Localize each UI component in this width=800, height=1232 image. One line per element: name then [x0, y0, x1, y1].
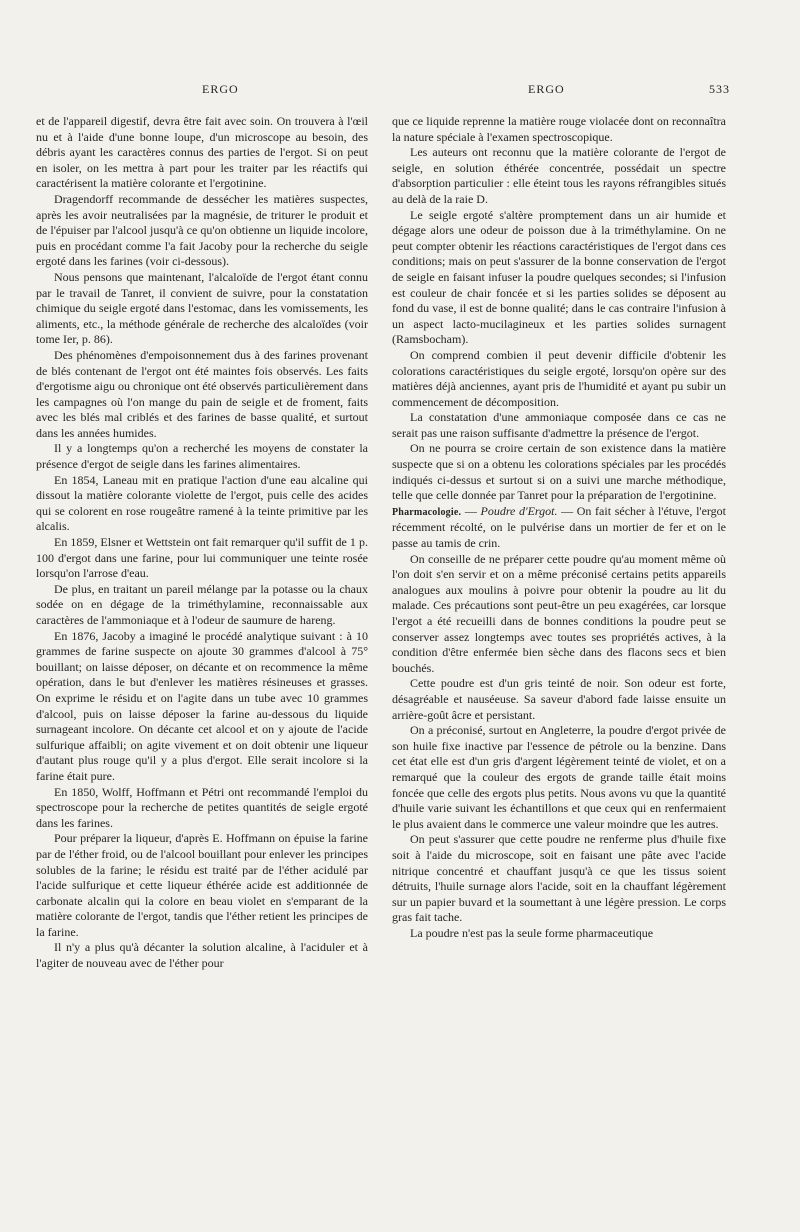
paragraph: Cette poudre est d'un gris teinté de noir. Son odeur est forte, désagréable et nauséeuse. Sa saveur d'abord fade laisse ensuite un arrière-goût âcre et persistant. [392, 676, 726, 722]
section-heading: Pharmacologie. [392, 506, 462, 518]
paragraph: Le seigle ergoté s'altère promptement dans un air humide et dégage alors une odeur de poisson due à la triméthylamine. On ne peut compter obtenir les réactions caractéristiques de l'ergot dans ces conditions; mais on peut s'assurer de la bonne conservation de l'ergot de seigle en faisant infuser la poudre quelques secondes; si l'infusion est couleur de chair foncée et si les parties solides se déposent au fond du vase, il est de bonne qualité; dans le cas contraire l'infusion à un aspect lacto-mucilagineux et les parties solides surnagent (Ramsbocham). [392, 207, 726, 347]
paragraph: Des phénomènes d'empoisonnement dus à des farines provenant de blés contenant de l'ergot ont été maintes fois observés. Les faits d'ergotisme aigu ou chronique ont été observés particulièrement dans les campagnes où l'on mange du pain de seigle et de froment, faits avec les blés mal criblés et des farines de basse qualité, et surtout dans les années humides. [36, 347, 368, 440]
paragraph: Il n'y a plus qu'à décanter la solution alcaline, à l'aciduler et à l'agiter de nouveau avec de l'éther pour [36, 940, 368, 971]
paragraph: En 1859, Elsner et Wettstein ont fait remarquer qu'il suffit de 1 p. 100 d'ergot dans une farine, pour lui communiquer une teinte rosée lorsqu'on l'arrose d'eau. [36, 535, 368, 581]
page-number: 533 [709, 82, 730, 96]
subsection-title: Poudre d'Ergot. [480, 503, 558, 518]
paragraph: En 1876, Jacoby a imaginé le procédé analytique suivant : à 10 grammes de farine suspecte on ajoute 30 grammes d'alcool à 75° bouillant; on laisse déposer, on décante et on recommence la même opération, dans le but d'enlever les matières résineuses et grasses. On exprime le résidu et on l'agite dans un tube avec 10 grammes d'alcool, puis on laisse déposer la farine au-dessous du liquide surnageant incolore. On décante cet alcool et on y ajoute de l'acide sulfurique affaibli; on agite vivement et on doit obtenir une liqueur d'autant plus rouge qu'il y a plus d'ergot. Elle serait incolore si la farine était pure. [36, 628, 368, 783]
running-header [118, 82, 730, 102]
paragraph: On a préconisé, surtout en Angleterre, la poudre d'ergot privée de son huile fixe inactive par l'essence de pétrole ou la benzine. Dans cet état elle est d'un gris d'argent légèrement teinté de violet, et on a remarqué que la couleur des ergots de grande taille était moins foncée que celle des ergots plus petits. Nous avons vu que la quantité d'huile varie suivant les échantillons et que ceux qui en renfermaient le plus avaient dans le commerce une valeur moindre que les autres. [392, 723, 726, 831]
paragraph-text: — On fait sécher à l'étuve, l'ergot récemment récolté, on le pulvérise dans un mortier de fer et on le passe au tamis de crin. [392, 503, 727, 551]
header-left-title: ERGO [202, 82, 239, 96]
paragraph: En 1850, Wolff, Hoffmann et Pétri ont recommandé l'emploi du spectroscope pour la recherche de petites quantités de seigle ergoté dans les farines. [36, 784, 368, 830]
left-column [36, 114, 368, 972]
paragraph: La constatation d'une ammoniaque composée dans ce cas ne serait pas une raison suffisante d'admettre la présence de l'ergot. [392, 410, 726, 440]
right-column [392, 114, 726, 941]
paragraph: En 1854, Laneau mit en pratique l'action d'une eau alcaline qui dissout la matière colorante violette de l'ergot, puis celle des acides qui se colorent en rose rougeâtre ramené à la teinte primitive par les alcalis. [36, 472, 368, 534]
dash: — [461, 503, 481, 518]
paragraph: Pour préparer la liqueur, d'après E. Hoffmann on épuise la farine par de l'éther froid, ou de l'alcool bouillant pour enlever les principes solubles de la farine; le résidu est traité par de l'éther acidulé par l'acide sulfurique et cette liqueur éthérée acide est additionnée de carbonate alcalin qui la colore en beau violet en s'emparant de la matière colorante de l'ergot, tandis que l'éther retient les principes de la farine. [36, 831, 368, 939]
paragraph: que ce liquide reprenne la matière rouge violacée dont on reconnaîtra la nature spéciale à l'examen spectroscopique. [392, 114, 726, 144]
header-right-title: ERGO [528, 82, 565, 96]
paragraph: Nous pensons que maintenant, l'alcaloïde de l'ergot étant connu par le travail de Tanret, il convient de suivre, pour la constatation chimique du seigle ergoté dans l'estomac, dans les vomissements, les aliments, etc., la méthode générale de recherche des alcaloïdes (voir tome Ier, p. 86). [36, 269, 368, 347]
paragraph: On peut s'assurer que cette poudre ne renferme plus d'huile fixe soit à l'aide du microscope, soit en faisant une pâte avec l'acide nitrique concentré et chauffant jusqu'à ce que les tissus soient détruits, l'huile surnage alors l'acide, soit en la chauffant légèrement sur un papier buvard et la soumettant à une légère pression. Le corps gras fait tache. [392, 832, 726, 925]
paragraph: Dragendorff recommande de dessécher les matières suspectes, après les avoir neutralisées par la magnésie, de triturer le produit et de l'épuiser par l'alcool jusqu'à ce qu'on obtienne un liquide incolore, puis en procédant comme l'a fait Jacoby pour la recherche du seigle ergoté dans les farines (voir ci-dessous). [36, 191, 368, 269]
paragraph: On ne pourra se croire certain de son existence dans la matière suspecte que si on a obtenu les colorations spéciales par les procédés indiqués ci-dessus et surtout si on a suivi une marche méthodique, telle que celle donnée par Tanret pour la préparation de l'ergotinine. [392, 441, 726, 503]
paragraph: De plus, en traitant un pareil mélange par la potasse ou la chaux sodée on en dégage de la triméthylamine, reconnaissable aux caractères de l'ammoniaque et à l'odeur de saumure de hareng. [36, 581, 368, 627]
paragraph: Il y a longtemps qu'on a recherché les moyens de constater la présence d'ergot de seigle dans les farines alimentaires. [36, 441, 368, 472]
paragraph: La poudre n'est pas la seule forme pharmaceutique [410, 925, 654, 940]
pharmacology-paragraph [392, 504, 726, 552]
paragraph: On conseille de ne préparer cette poudre qu'au moment même où l'on doit s'en servir et on a même préconisé certains petits appareils analogues aux moulins à poivre pour obtenir la poudre au lit du malade. Ces précautions sont peut-être un peu exagérées, car lorsque l'ergot a été recueilli dans de bonnes conditions la poudre peut se conserver assez longtemps avec toutes ses propriétés actives, à la condition d'être enfermée bien sèche dans des flacons secs et bien bouchés. [392, 551, 726, 675]
paragraph: Les auteurs ont reconnu que la matière colorante de l'ergot de seigle, en solution éthérée concentrée, possédait un spectre d'absorption particulier : elle éteint tous les rayons réfrangibles situés au delà de la raie D. [392, 145, 726, 206]
paragraph: On comprend combien il peut devenir difficile d'obtenir les colorations caractéristiques du seigle ergoté, lorsqu'on opère sur des matières déjà anciennes, ayant pris de l'humidité et ayant pu subir un commencement de décomposition. [392, 347, 726, 409]
paragraph: et de l'appareil digestif, devra être fait avec soin. On trouvera à l'œil nu et à l'aide d'une bonne loupe, d'un microscope au besoin, des débris ayant les caractères connus des parties de l'ergot. Si on peut en isoler, on les mettra à part pour les traiter par les réactifs qui caractérisent la matière colorante et l'ergotinine. [36, 114, 368, 191]
